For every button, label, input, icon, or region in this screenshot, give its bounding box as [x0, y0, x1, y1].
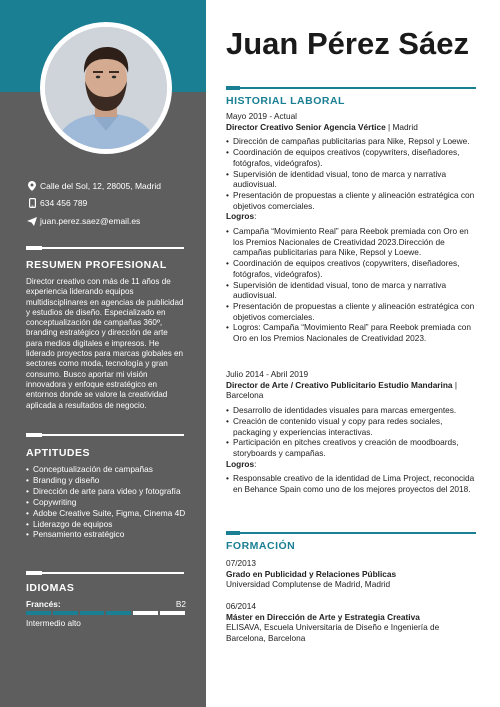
- list-item: • Dirección de arte para video y fotografía: [26, 486, 188, 497]
- language-level-bar: [26, 611, 185, 615]
- address-text: Calle del Sol, 12, 28005, Madrid: [40, 181, 161, 191]
- level-segment: [106, 611, 131, 615]
- experience-heading: HISTORIAL LABORAL: [226, 95, 345, 107]
- job-dates: Mayo 2019 - Actual: [226, 111, 298, 121]
- language-name: Francés:: [26, 599, 61, 609]
- sidebar: [0, 0, 206, 707]
- list-item: • Coordinación de equipos creativos (copywriters, diseñadores, fotógrafos, videógrafos).: [226, 258, 476, 279]
- job-entry: [226, 369, 476, 495]
- list-item: • Supervisión de identidad visual, tono de marca y narrativa audiovisual.: [226, 169, 476, 190]
- list-item: • Supervisión de identidad visual, tono de marca y narrativa audiovisual.: [226, 280, 476, 301]
- level-segment: [133, 611, 158, 615]
- job-dates: Julio 2014 - Abril 2019: [226, 369, 309, 379]
- phone-text: 634 456 789: [40, 198, 88, 208]
- job-entry: [226, 111, 476, 344]
- mobile-phone-icon: [26, 198, 38, 208]
- candidate-name: Juan Pérez Sáez: [226, 26, 469, 61]
- email-text[interactable]: juan.perez.saez@email.es: [40, 216, 141, 226]
- job-location: | Barcelona: [226, 379, 457, 401]
- education-heading: FORMACIÓN: [226, 540, 296, 552]
- list-item: • Participación en pitches creativos y creación de moodboards, storyboards y campañas.: [226, 437, 476, 458]
- language-level: B2: [175, 599, 186, 609]
- profile-heading: RESUMEN PROFESIONAL: [26, 259, 167, 271]
- education-divider: [226, 532, 476, 534]
- achievements-label: Logros: [226, 211, 255, 222]
- skills-divider: [26, 434, 184, 436]
- list-item: • Creación de contenido visual y copy para redes sociales, packaging y experiencias interactivas.: [226, 416, 476, 437]
- language-description: Intermedio alto: [26, 618, 81, 628]
- list-item: • Coordinación de equipos creativos (copywriters, diseñadores, fotógrafos, videógrafos).: [226, 147, 476, 168]
- education-school: ELISAVA, Escuela Universitaria de Diseño e Ingeniería de Barcelona, Barcelona: [226, 622, 440, 644]
- list-item: • Logros: Campaña “Movimiento Real” para Reebok premiada con Oro en los Premios Nacionales de Creatividad 2023.: [226, 322, 476, 343]
- job-achievements: [226, 473, 476, 494]
- list-item: • Desarrollo de identidades visuales para marcas emergentes.: [226, 405, 476, 416]
- level-segment: [160, 611, 185, 615]
- list-item: • Dirección de campañas publicitarias para Nike, Repsol y Loewe.: [226, 136, 476, 147]
- job-achievements: [226, 226, 476, 344]
- list-item: • Responsable creativo de la identidad de Lima Project, reconocida en Behance Spain como uno de los mejores proyectos del 2018.: [226, 473, 476, 494]
- experience-divider: [226, 87, 476, 89]
- education-degree: Grado en Publicidad y Relaciones Públicas: [226, 568, 397, 579]
- level-segment: [26, 611, 51, 615]
- education-school: Universidad Complutense de Madrid, Madrid: [226, 579, 391, 590]
- job-duties: [226, 405, 476, 459]
- skills-list: [26, 464, 188, 540]
- list-item: • Presentación de propuestas a cliente y alineación estratégica con objetivos comerciales.: [226, 301, 476, 322]
- location-pin-icon: [26, 181, 38, 191]
- profile-photo: [45, 27, 167, 149]
- skills-heading: APTITUDES: [26, 447, 91, 459]
- achievements-colon: :: [254, 458, 257, 469]
- achievements-label: Logros: [226, 458, 255, 469]
- contact-address: [26, 181, 161, 191]
- education-entry: [226, 601, 476, 644]
- list-item: • Branding y diseño: [26, 475, 188, 486]
- list-item: • Conceptualización de campañas: [26, 464, 188, 475]
- education-dates: 06/2014: [226, 601, 256, 611]
- list-item: • Adobe Creative Suite, Figma, Cinema 4D: [26, 508, 188, 519]
- list-item: • Presentación de propuestas a cliente y alineación estratégica con objetivos comerciales.: [226, 190, 476, 211]
- level-segment: [80, 611, 105, 615]
- level-segment: [53, 611, 78, 615]
- languages-heading: IDIOMAS: [26, 582, 75, 594]
- job-duties: [226, 136, 476, 211]
- job-title: Director Creativo Senior Agencia Vértice: [226, 121, 386, 132]
- profile-divider: [26, 247, 184, 249]
- education-entry: [226, 558, 476, 590]
- achievements-colon: :: [254, 211, 257, 222]
- contact-email[interactable]: [26, 216, 140, 226]
- job-title: Director de Arte / Creativo Publicitario Estudio Mandarina: [226, 379, 453, 390]
- list-item: • Copywriting: [26, 497, 188, 508]
- contact-phone: [26, 198, 87, 208]
- send-icon: [26, 217, 38, 226]
- job-location: | Madrid: [385, 121, 418, 132]
- education-degree: Máster en Dirección de Arte y Estrategia Creativa: [226, 611, 420, 622]
- list-item: • Liderazgo de equipos: [26, 519, 188, 530]
- languages-divider: [26, 572, 184, 574]
- list-item: • Pensamiento estratégico: [26, 529, 188, 540]
- education-dates: 07/2013: [226, 558, 256, 568]
- list-item: • Campaña “Movimiento Real” para Reebok premiada con Oro en los Premios Nacionales de Creatividad 2023.Dirección de campañas publicitarias para Nike, Repsol y Loewe.: [226, 226, 476, 258]
- profile-summary: Director creativo con más de 11 años de experiencia liderando equipos multidisciplinares en agencias de publicidad y estudios de diseño. Especializado en conceptualización de campañas 360º, branding estratégico y dirección de arte para medios digitales e impresos. He liderado proyectos para marcas globales en sectores como moda, tecnología y gran consumo. Busco aportar mi visión innovadora y enfoque estratégico en entornos donde se valore la creatividad aplicada a resultados de negocio.: [26, 277, 184, 410]
